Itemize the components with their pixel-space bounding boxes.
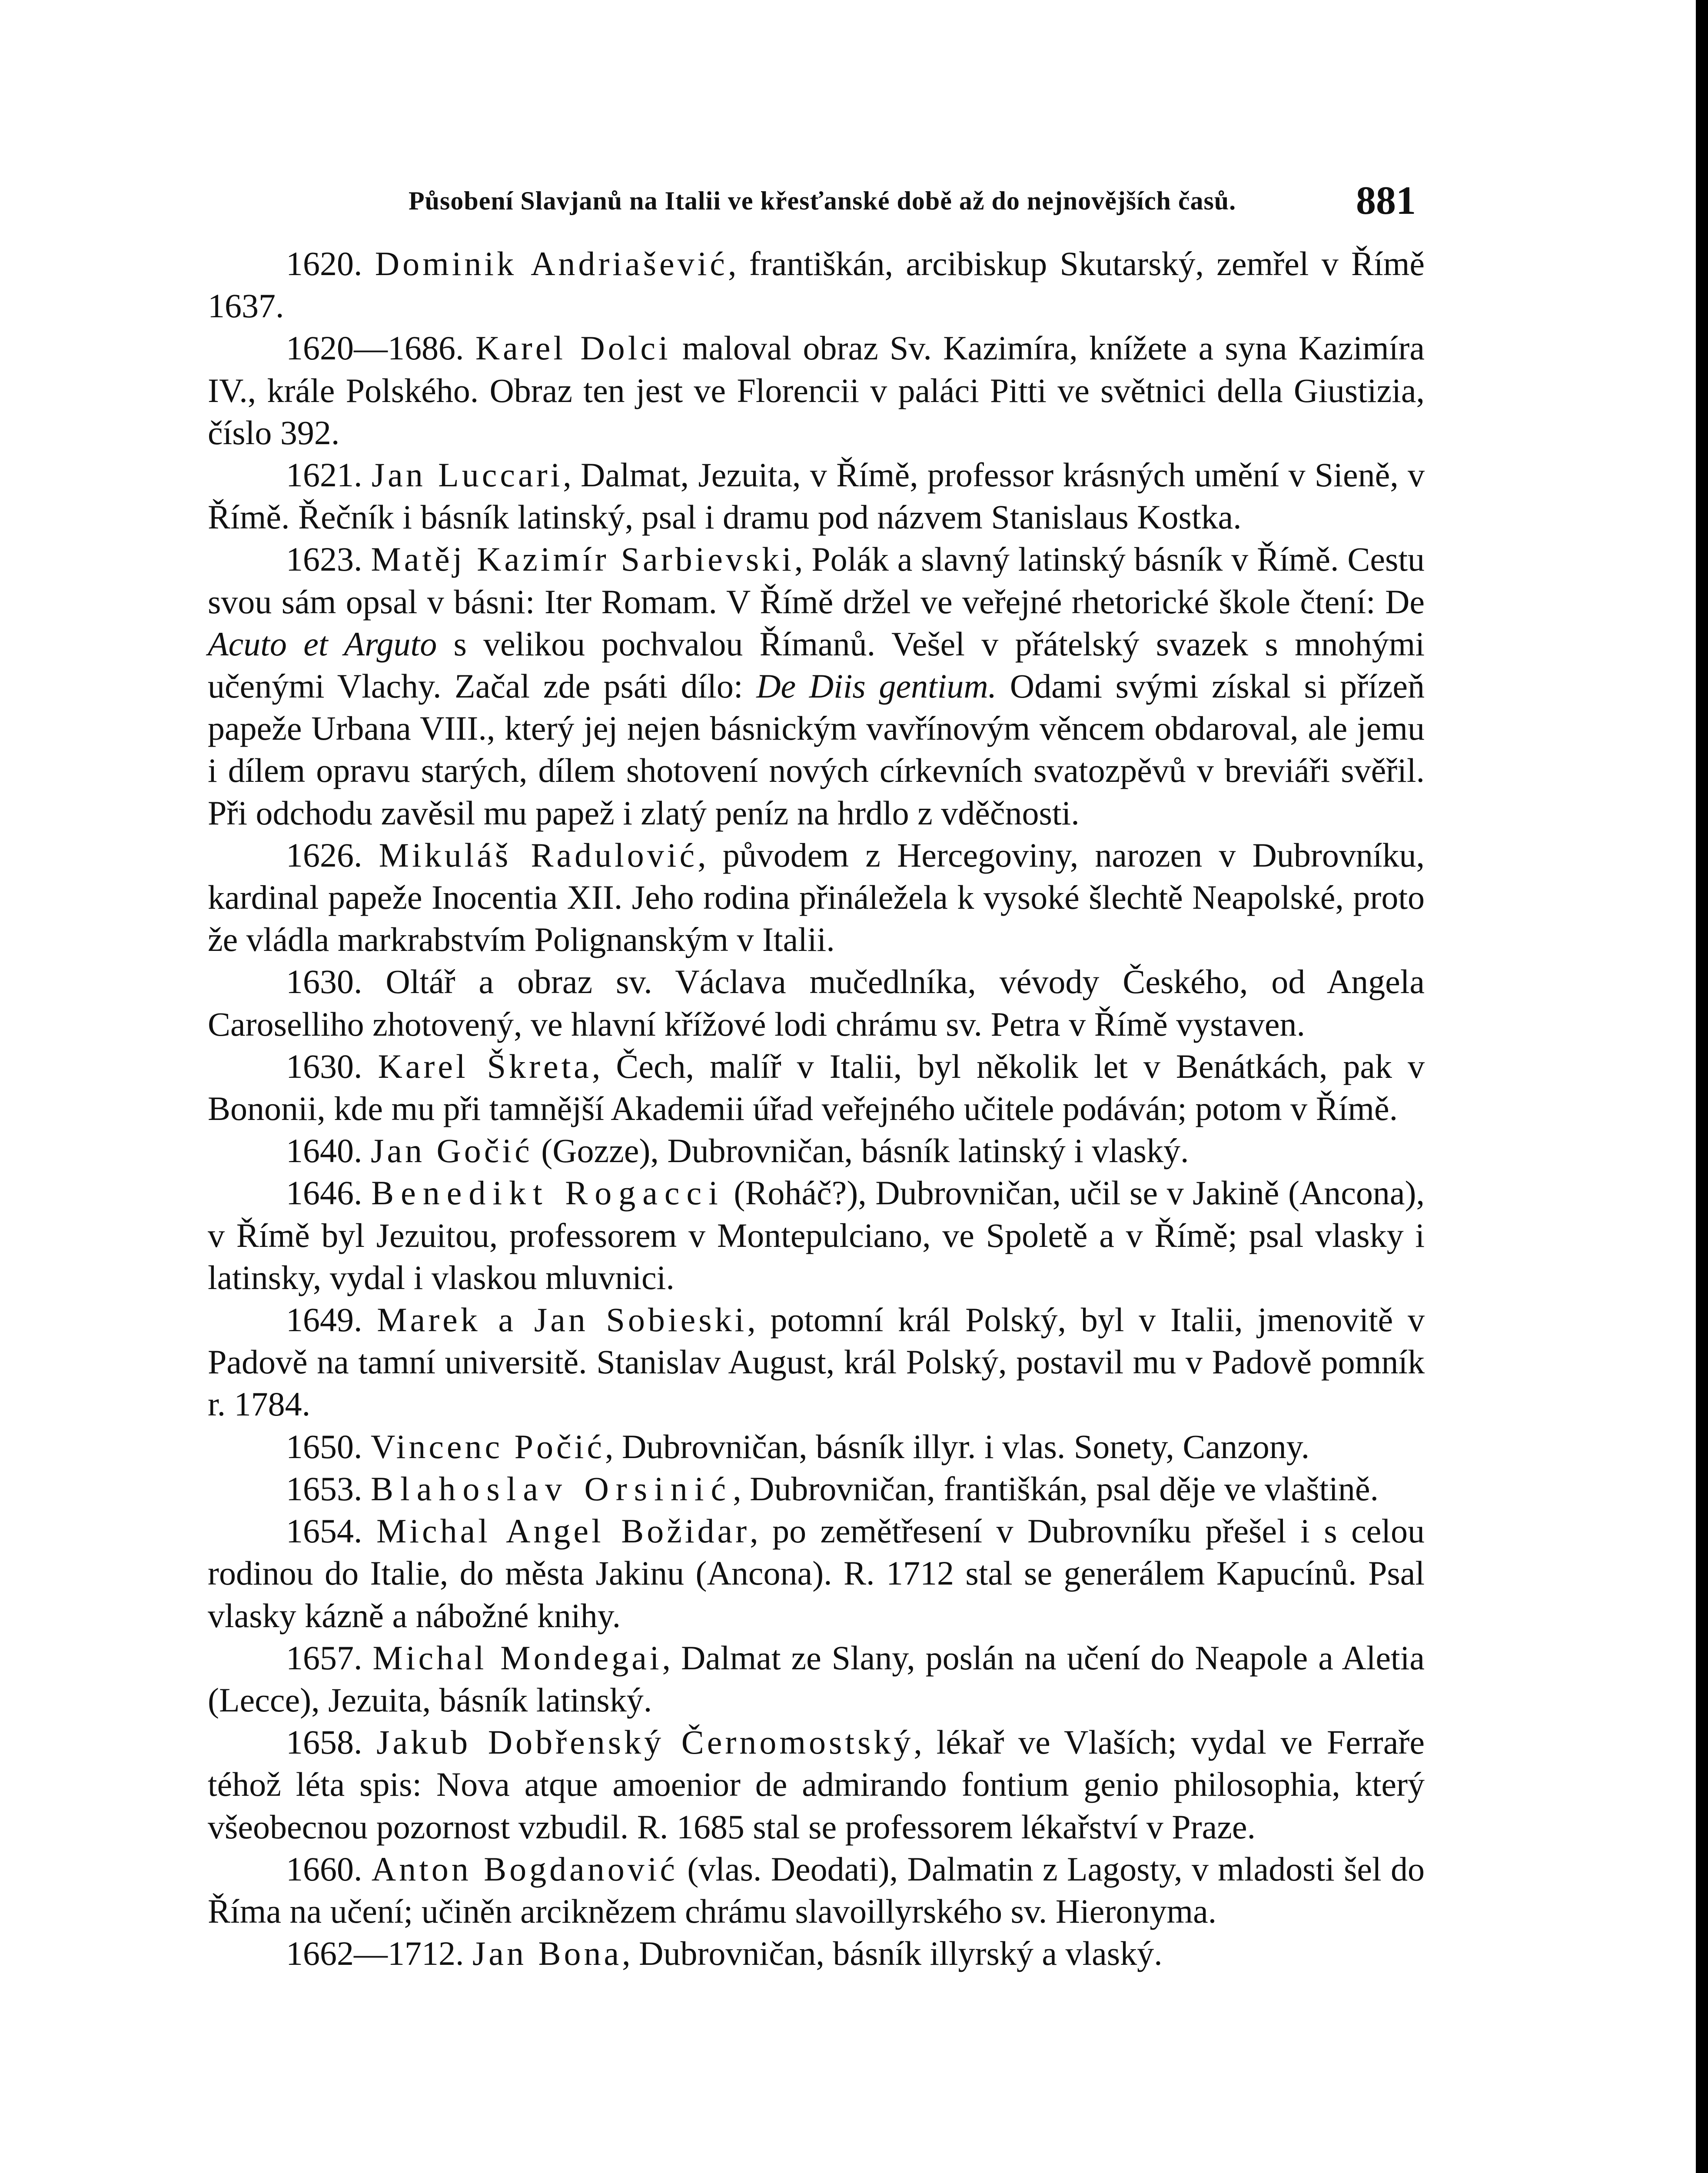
entry-year: 1621. [286,456,362,494]
entry-italic-title: De Diis gentium. [756,667,997,705]
entry-text: , Dubrovničan, františkán, psal děje ve vlaštině. [733,1469,1379,1508]
entry-name: Jakub Dobřenský Černomostský [376,1723,914,1761]
entry-name: Michal Mondegai [372,1638,662,1677]
entry-year: 1650. [286,1427,362,1465]
entry-text: maloval obraz Sv. Kazimíra, knížete a syna Kazimíra IV., krále Polského. Obraz ten jest ve Florencii v paláci Pitti ve světnici della Giustizia, číslo 392. [208,329,1425,452]
entry-name: Mikuláš Radulović [379,836,698,874]
entry-text: (vlas. Deodati), Dalmatin z Lagosty, v mladosti šel do Říma na učení; učiněn arciknězem chrámu slavoillyrského sv. Hieronyma. [208,1850,1425,1930]
entry-text: , Dalmat, Jezuita, v Římě, professor krásných umění v Sieně, v Římě. Řečník i básník latinský, psal i dramu pod názvem Stanislaus Kostka. [208,456,1425,536]
entry-name: Anton Bogdanović [371,1850,678,1888]
entry-name: Jan Bona [472,1934,622,1973]
entry-text: (Gozze), Dubrovničan, básník latinský i vlaský. [532,1132,1189,1170]
page-number: 881 [1356,178,1416,223]
entry-year: 1657. [286,1638,362,1677]
entry-1658 [208,1721,1425,1848]
entry-name: Marek a Jan Sobieski [377,1301,748,1339]
entry-text: , lékař ve Vlaších; vydal ve Ferraře téhož léta spis: Nova atque amoenior de admirando fontium genio philosophia, který všeobecnou pozornost vzbudil. R. 1685 stal se professorem lékařství v Praze. [208,1723,1425,1846]
entry-year: 1630. [286,1047,362,1085]
entry-text: , Dubrovničan, básník illyr. i vlas. Sonety, Canzony. [605,1427,1310,1465]
entry-name: Matěj Kazimír Sarbievski [371,540,794,578]
entry-1620-1686 [208,327,1425,454]
entry-name: Benedikt Rogacci [371,1174,725,1212]
entry-name: Karel Škreta [378,1047,592,1085]
entry-year: 1640. [286,1132,362,1170]
entry-year: 1653. [286,1469,362,1508]
entry-year: 1620. [286,245,362,282]
entry-1649 [208,1299,1425,1425]
entry-1662-1712 [208,1932,1425,1974]
entry-1650 [208,1425,1425,1468]
entry-1653 [208,1468,1425,1510]
entry-year: 1630. [286,963,362,1001]
entry-year: 1626. [286,836,362,874]
entry-1646 [208,1172,1425,1299]
entry-1630-oltar [208,960,1425,1045]
entry-text: Oltář a obraz sv. Václava mučedlníka, vévody Českého, od Angela Caroselliho zhotovený, ve hlavní křížové lodi chrámu sv. Petra v Římě vystaven. [208,963,1425,1043]
entry-text: , Dalmat ze Slany, poslán na učení do Neapole a Aletia (Lecce), Jezuita, básník latinský. [208,1638,1425,1719]
entry-text: , františkán, arcibiskup Skutarský, zemřel v Římě 1637. [208,245,1425,325]
entry-text: (Roháč?), Dubrovničan, učil se v Jakině (Ancona), v Římě byl Jezuitou, professorem v Montepulciano, ve Spoletě a v Římě; psal vlasky i latinsky, vydal i vlaskou mluvnici. [208,1174,1425,1296]
scan-page-edge [1696,0,1708,2173]
body-text [208,243,1425,1974]
entry-year: 1662—1712. [286,1934,464,1973]
entry-name: Blahoslav Orsinić [371,1469,733,1508]
entry-1626 [208,834,1425,961]
entry-text: s velikou pochvalou Římanů. Vešel v přátelský svazek s mnohými učenými Vlachy. Začal zde psáti dílo: [208,625,1425,705]
entry-italic-title: Acuto et Arguto [208,625,437,663]
entry-text: , potomní král Polský, byl v Italii, jmenovitě v Padově na tamní universitě. Stanislav August, král Polský, postavil mu v Padově pomník r. 1784. [208,1301,1425,1423]
running-head: Působení Slavjanů na Italii ve křesťanské době až do nejnovějších časů. [409,186,1236,215]
entry-1630-skreta [208,1045,1425,1130]
entry-text: , původem z Hercegoviny, narozen v Dubrovníku, kardinal papeže Inocentia XII. Jeho rodina přináležela k vysoké šlechtě Neapolské, proto že vládla markrabstvím Polignanským v Italii. [208,836,1425,959]
entry-text: , po zemětřesení v Dubrovníku přešel i s celou rodinou do Italie, do města Jakinu (Ancona). R. 1712 stal se generálem Kapucínů. Psal vlasky kázně a nábožné knihy. [208,1512,1425,1635]
entry-text: , Čech, malíř v Italii, byl několik let v Benátkách, pak v Bononii, kde mu při tamnější Akademii úřad veřejného učitele podáván; potom v Římě. [208,1047,1425,1128]
entry-text: , Polák a slavný latinský básník v Římě. Cestu svou sám opsal v básni: Iter Romam. V Římě držel ve veřejné rhetorické škole čtení: De [208,540,1425,621]
entry-1640 [208,1130,1425,1172]
entry-1657 [208,1637,1425,1721]
entry-1660 [208,1848,1425,1932]
entry-year: 1620—1686. [286,329,464,367]
entry-name: Vincenc Počić [371,1427,605,1465]
entry-1654 [208,1510,1425,1637]
entry-name: Karel Dolci [475,329,671,367]
entry-year: 1623. [286,540,362,578]
entry-year: 1649. [286,1301,362,1339]
entry-1621 [208,454,1425,538]
entry-year: 1660. [286,1850,362,1888]
entry-text: Odami svými získal si přízeň papeže Urbana VIII., který jej nejen básnickým vavřínovým věncem obdaroval, ale jemu i dílem opravu starých, dílem shotovení nových církevních svatozpěvů v breviáři svěřil. Při odchodu zavěsil mu papež i zlatý peníz na hrdlo z vděčnosti. [208,667,1425,832]
entry-year: 1654. [286,1512,362,1550]
entry-name: Jan Luccari [371,456,563,494]
entry-name: Dominik Andriašević [375,245,728,282]
entry-1620 [208,243,1425,327]
entry-text: , Dubrovničan, básník illyrský a vlaský. [622,1934,1163,1973]
entry-1623 [208,538,1425,834]
entry-name: Jan Gočić [371,1132,533,1170]
entry-name: Michal Angel Božidar [376,1512,750,1550]
entry-year: 1646. [286,1174,362,1212]
entry-year: 1658. [286,1723,362,1761]
